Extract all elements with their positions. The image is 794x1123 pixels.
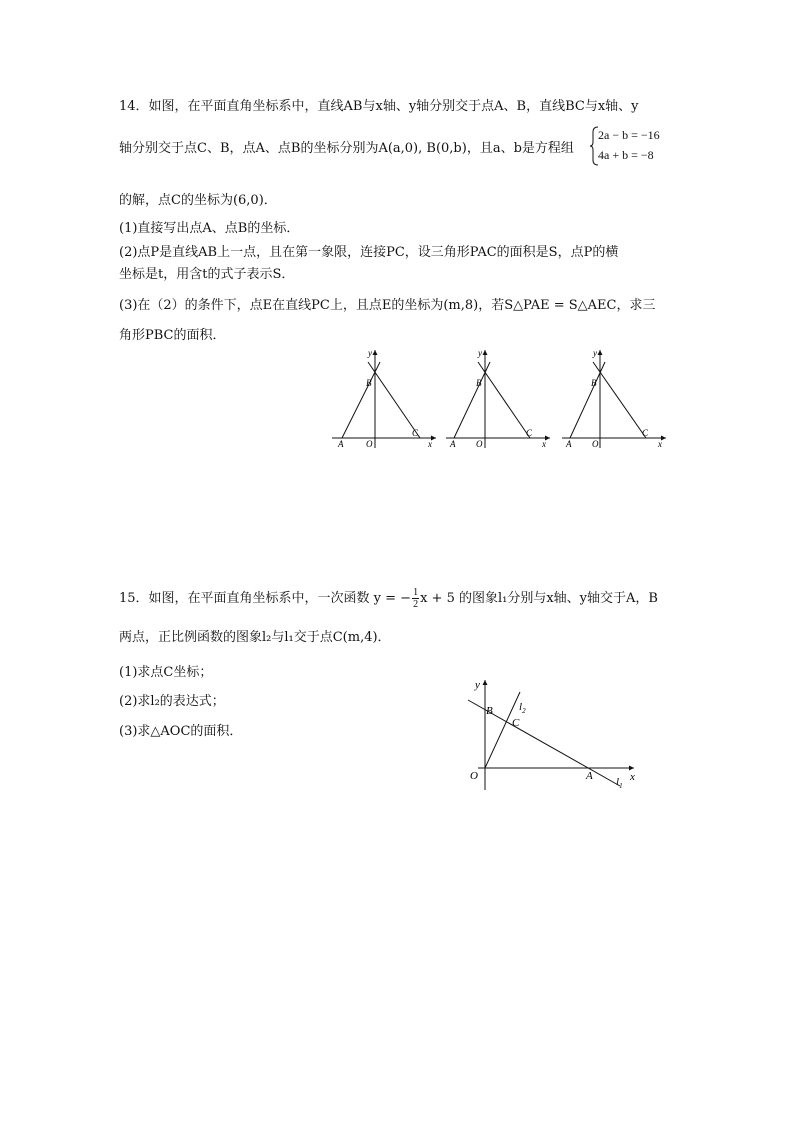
- q14-line3: 的解，点C的坐标为(6,0)．: [119, 193, 277, 208]
- q14-line1: 14．如图，在平面直角坐标系中，直线AB与x轴、y轴分别交于点A、B，直线BC与x轴、y: [119, 99, 639, 114]
- fraction-numerator: 1: [413, 587, 419, 598]
- q14-part3a: (3)在（2）的条件下，点E在直线PC上，且点E的坐标为(m,8)，若S△PAE = S△AEC，求三: [119, 298, 656, 313]
- origin-label: O: [476, 439, 483, 449]
- point-a-label: A: [450, 439, 456, 449]
- q15-line1-pre: 15．如图，在平面直角坐标系中，一次函数 y = −: [119, 591, 412, 606]
- y-axis-label: y: [475, 679, 480, 691]
- q14-figure-1: [328, 344, 438, 450]
- q15-part3: (3)求△AOC的面积．: [119, 724, 243, 739]
- q14-figure-2: [442, 344, 552, 450]
- q14-part2b: 坐标是t，用含t的式子表示S．: [119, 267, 295, 282]
- point-b-label: B: [591, 378, 597, 388]
- q14-line2: 轴分别交于点C、B，点A、点B的坐标分别为A(a,0), B(0,b)，且a、b是方程组: [119, 141, 574, 156]
- q15-line1-post: x + 5 的图象l₁分别与x轴、y轴交于A，B: [420, 591, 658, 606]
- y-axis-label: y: [593, 348, 597, 358]
- origin-label: O: [366, 439, 373, 449]
- system-row-2: 4a + b = −8: [598, 148, 654, 162]
- y-axis-label: y: [368, 348, 372, 358]
- q14-part1: (1)直接写出点A、点B的坐标．: [119, 221, 300, 236]
- point-c-label: C: [526, 428, 533, 438]
- point-c-label: C: [512, 717, 520, 729]
- q15-line2: 两点，正比例函数的图象l₂与l₁交于点C(m,4)．: [119, 630, 391, 645]
- origin-label: O: [592, 439, 599, 449]
- y-axis-label: y: [478, 348, 482, 358]
- line-l2-label: $l_2$: [519, 701, 526, 715]
- point-a-label: A: [566, 439, 572, 449]
- line-l1-label: $l_1$: [616, 776, 623, 790]
- q15-figure: [458, 672, 648, 794]
- point-a-label: A: [338, 439, 344, 449]
- q15-part2: (2)求l₂的表达式；: [119, 694, 225, 709]
- x-axis-label: x: [658, 439, 662, 449]
- point-b-label: B: [476, 378, 482, 388]
- q15-line1: [119, 587, 658, 610]
- point-c-label: C: [412, 428, 419, 438]
- q14-part3b: 角形PBC的面积．: [119, 328, 226, 343]
- q14-figure-3: [558, 344, 668, 450]
- point-b-label: B: [366, 378, 372, 388]
- fraction-denominator: 2: [413, 599, 419, 610]
- system-row-1: 2a − b = −16: [598, 128, 660, 142]
- point-c-label: C: [642, 428, 649, 438]
- x-axis-label: x: [630, 771, 635, 783]
- q15-part1: (1)求点C坐标；: [119, 665, 213, 680]
- equation-system: [590, 126, 690, 166]
- point-b-label: B: [486, 705, 493, 717]
- point-a-label: A: [586, 770, 593, 782]
- x-axis-label: x: [428, 439, 432, 449]
- origin-label: O: [470, 770, 478, 782]
- x-axis-label: x: [542, 439, 546, 449]
- q14-part2a: (2)点P是直线AB上一点，且在第一象限，连接PC，设三角形PAC的面积是S，点P的横: [119, 245, 619, 260]
- fraction: [412, 587, 419, 610]
